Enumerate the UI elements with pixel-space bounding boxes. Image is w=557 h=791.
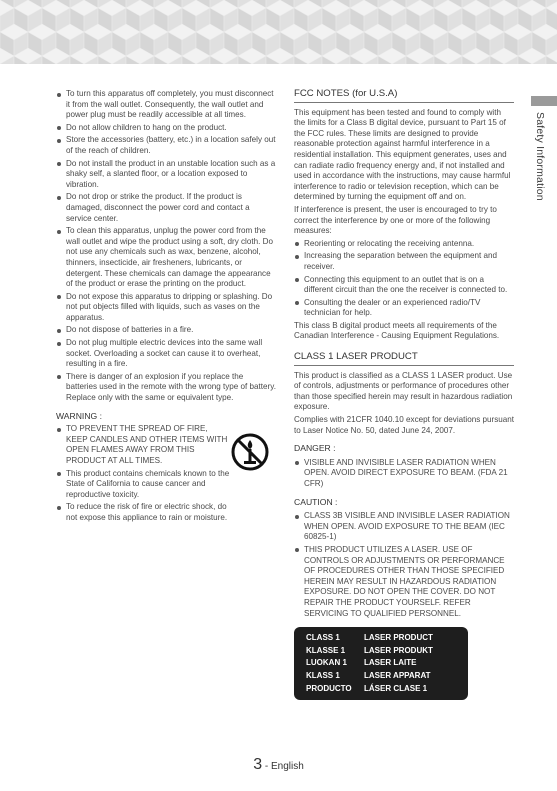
laser-label-cell: LASER PRODUCT: [364, 633, 433, 643]
list-item: TO PREVENT THE SPREAD OF FIRE, KEEP CANDLES AND OTHER ITEMS WITH OPEN FLAMES AWAY FROM THIS PRODUCT AT ALL TIMES.: [56, 424, 230, 466]
fcc-paragraph: This equipment has been tested and found to comply with the limits for a Class B digital device, pursuant to Part 15 of the FCC rules. These limits are designed to provide reasonable protection against harmful interference in a residential installation. This equipment generates, uses and can radiate radio frequency energy and, if not installed and used in accordance with the instructions, may cause harmful interference to radio or television reception, which can be determined by turning the equipment off and on.: [294, 107, 511, 202]
laser-label-row: [306, 683, 458, 696]
list-item: To clean this apparatus, unplug the power cord from the wall outlet and wipe the product using a soft, dry cloth. Do not use any chemicals such as wax, benzene, alcohol, thinners, insecticide, air fresheners, lubricants, or detergent. These chemicals can damage the appearance of the product or erase the printing on the product.: [56, 226, 276, 290]
caution-bullet-list: [294, 511, 514, 619]
list-item: This product contains chemicals known to the State of California to cause cancer and reproductive toxicity.: [56, 469, 230, 501]
fcc-notes-heading: FCC NOTES (for U.S.A): [294, 89, 514, 103]
page-number: 3: [253, 756, 263, 773]
page-footer: [0, 756, 557, 774]
laser-label-cell: LASER PRODUKT: [364, 645, 433, 655]
danger-bullet-list: [294, 458, 514, 490]
list-item: Consulting the dealer or an experienced radio/TV technician for help.: [294, 298, 514, 319]
laser-class-label: [294, 627, 468, 700]
list-item: Store the accessories (battery, etc.) in a location safely out of the reach of children.: [56, 135, 276, 156]
list-item: Do not allow children to hang on the product.: [56, 123, 276, 134]
laser-product-heading: CLASS 1 LASER PRODUCT: [294, 352, 514, 366]
list-item: Increasing the separation between the equipment and receiver.: [294, 251, 514, 272]
list-item: Reorienting or relocating the receiving antenna.: [294, 239, 514, 250]
laser-label-row: [306, 632, 458, 645]
left-column: [56, 89, 276, 526]
fcc-paragraph: If interference is present, the user is encouraged to try to correct the interference by one or more of the following measures:: [294, 204, 497, 236]
right-column: [294, 89, 514, 700]
section-side-label: Safety Information: [534, 112, 546, 201]
list-item: Do not install the product in an unstable location such as a shaky self, a slanted floor, or a location exposed to vibration.: [56, 159, 276, 191]
fcc-bullet-list: [294, 239, 514, 319]
laser-label-row: [306, 657, 458, 670]
fcc-paragraph: This class B digital product meets all requirements of the Canadian Interference - Causing Equipment Regulations.: [294, 320, 500, 341]
laser-label-cell: LÁSER CLASE 1: [364, 683, 428, 693]
page-separator: -: [262, 761, 271, 772]
list-item: Connecting this equipment to an outlet that is on a different circuit than the one the receiver is connected to.: [294, 275, 514, 296]
list-item: Do not drop or strike the product. If the product is damaged, disconnect the power cord and contact a service center.: [56, 192, 276, 224]
list-item: Do not expose this apparatus to dripping or splashing. Do not put objects filled with liquids, such as vases on the apparatus.: [56, 292, 276, 324]
danger-heading: DANGER :: [294, 443, 336, 454]
list-item: To reduce the risk of fire or electric shock, do not expose this appliance to rain or moisture.: [56, 502, 230, 523]
laser-label-row: [306, 645, 458, 658]
laser-paragraph: This product is classified as a CLASS 1 LASER product. Use of controls, adjustments or performance of procedures other than those specified herein may result in hazardous radiation exposure.: [294, 370, 513, 412]
warning-bullet-list: [56, 424, 230, 525]
page-language: English: [270, 761, 304, 772]
list-item: There is danger of an explosion if you replace the batteries used in the remote with the wrong type of battery. Replace only with the same or equivalent type.: [56, 372, 276, 404]
decorative-header-banner: [0, 0, 557, 64]
laser-label-cell: LASER APPARAT: [364, 670, 431, 680]
laser-label-cell: LUOKAN 1: [306, 658, 347, 668]
laser-label-cell: CLASS 1: [306, 633, 340, 643]
list-item: THIS PRODUCT UTILIZES A LASER. USE OF CONTROLS OR ADJUSTMENTS OR PERFORMANCE OF PROCEDURES OTHER THAN THOSE SPECIFIED HEREIN MAY RESULT IN HAZARDOUS RADIATION EXPOSURE. DO NOT OPEN THE COVER. DO NOT REPAIR THE PRODUCT YOURSELF. REFER SERVICING TO QUALIFIED PERSONNEL.: [294, 545, 514, 619]
caution-heading: CAUTION :: [294, 496, 338, 507]
no-open-flame-icon: [230, 432, 270, 472]
list-item: To turn this apparatus off completely, you must disconnect it from the wall outlet. Consequently, the wall outlet and power plug must be readily accessible at all times.: [56, 89, 276, 121]
laser-paragraph: Complies with 21CFR 1040.10 except for deviations pursuant to Laser Notice No. 50, dated June 24, 2007.: [294, 415, 514, 435]
list-item: Do not dispose of batteries in a fire.: [56, 325, 276, 336]
list-item: CLASS 3B VISIBLE AND INVISIBLE LASER RADIATION WHEN OPEN. AVOID EXPOSURE TO THE BEAM (IEC 60825-1): [294, 511, 514, 543]
section-tab-marker: [531, 96, 557, 106]
safety-bullet-list: [56, 89, 276, 404]
list-item: VISIBLE AND INVISIBLE LASER RADIATION WHEN OPEN. AVOID DIRECT EXPOSURE TO BEAM. (FDA 21 CFR): [294, 458, 514, 490]
laser-label-cell: LASER LAITE: [364, 658, 417, 668]
laser-label-cell: KLASS 1: [306, 670, 340, 680]
warning-heading: WARNING :: [56, 410, 102, 421]
laser-label-cell: KLASSE 1: [306, 645, 346, 655]
laser-label-row: [306, 670, 458, 683]
laser-label-cell: PRODUCTO: [306, 683, 352, 693]
list-item: Do not plug multiple electric devices into the same wall socket. Overloading a socket can cause it to overheat, resulting in a fire.: [56, 338, 276, 370]
geometric-pattern: [0, 0, 557, 64]
